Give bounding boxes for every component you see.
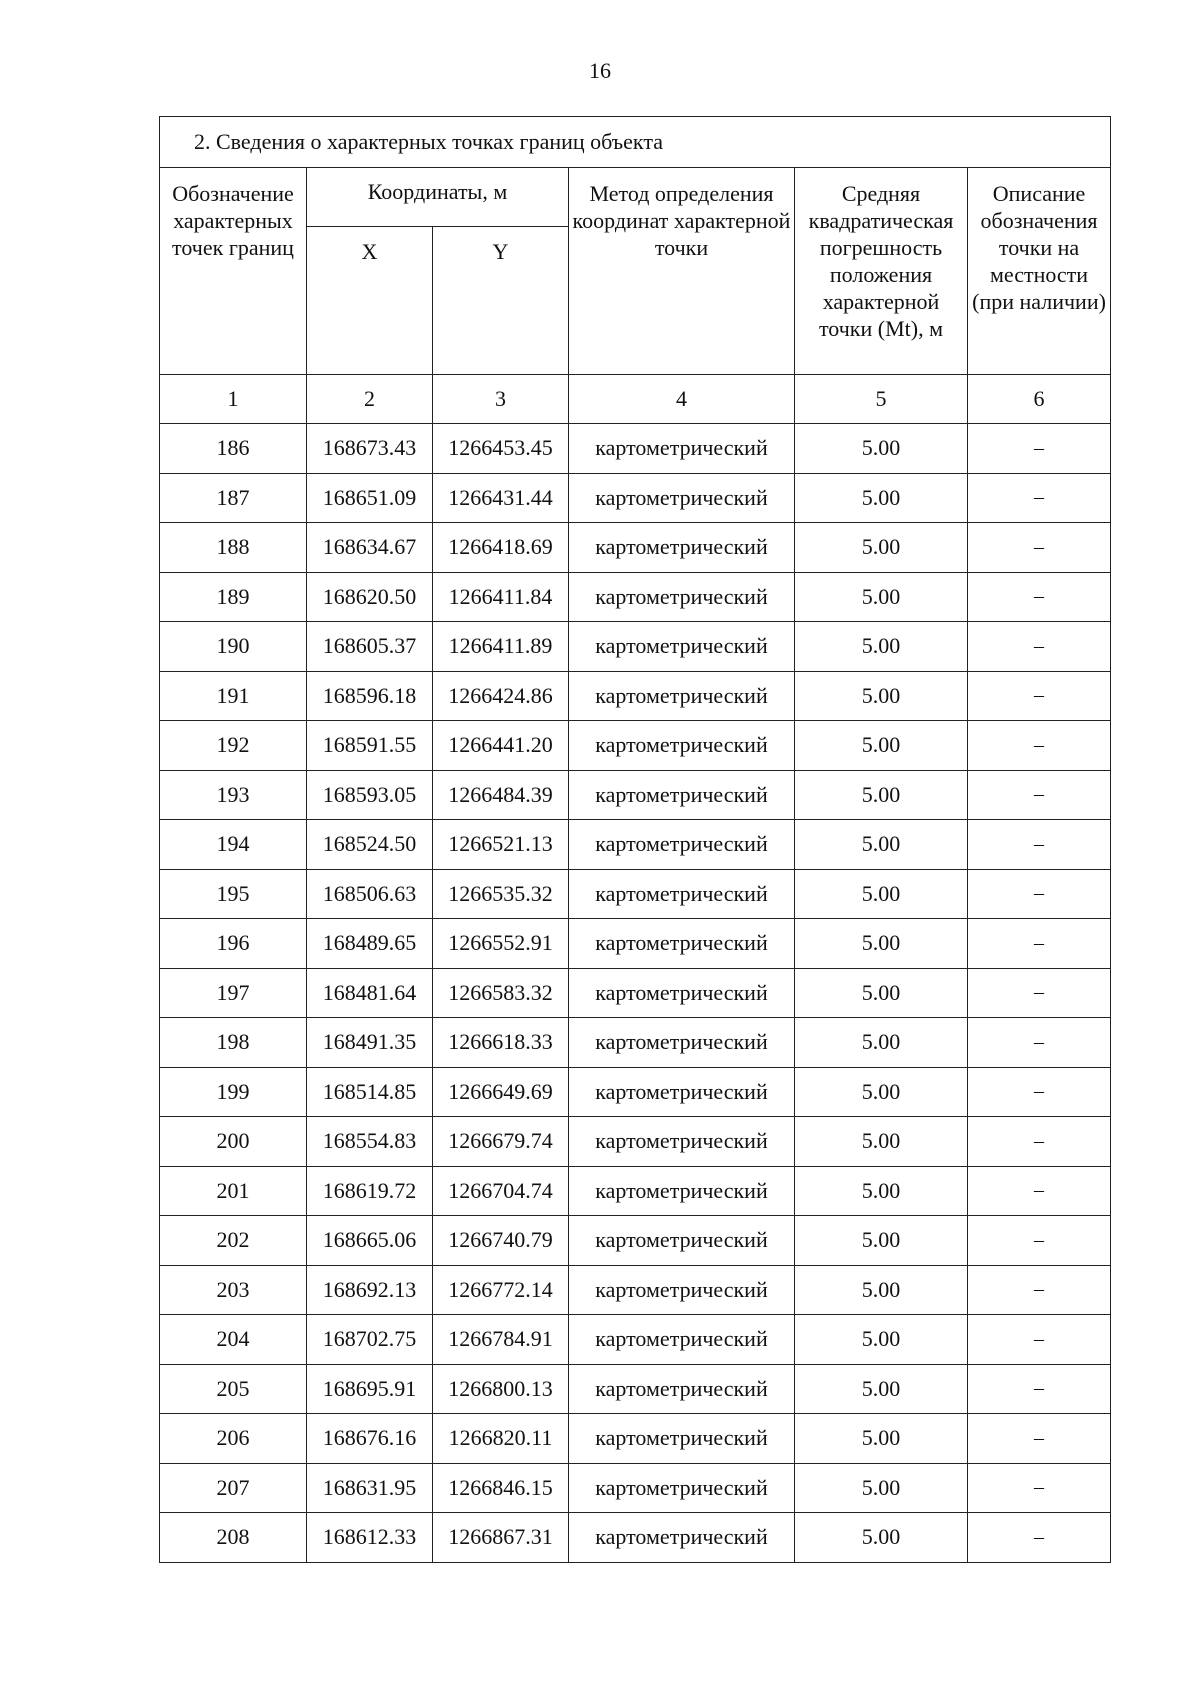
coord-y-cell: 1266867.31 — [433, 1513, 569, 1563]
description-cell: – — [968, 770, 1111, 820]
coord-y-cell: 1266424.86 — [433, 671, 569, 721]
point-id-cell: 201 — [160, 1166, 307, 1216]
point-id-cell: 188 — [160, 523, 307, 573]
table-row — [160, 770, 1111, 820]
method-cell: картометрический — [569, 1463, 795, 1513]
coord-x-cell: 168676.16 — [307, 1414, 433, 1464]
error-cell: 5.00 — [795, 1067, 968, 1117]
point-id-cell: 198 — [160, 1018, 307, 1068]
error-cell: 5.00 — [795, 1117, 968, 1167]
coord-x-cell: 168634.67 — [307, 523, 433, 573]
header-description: Описание обозначения точки на местности (при наличии) — [968, 168, 1111, 375]
coord-y-cell: 1266418.69 — [433, 523, 569, 573]
coord-y-cell: 1266441.20 — [433, 721, 569, 771]
coord-y-cell: 1266521.13 — [433, 820, 569, 870]
column-number: 6 — [968, 375, 1111, 424]
error-cell: 5.00 — [795, 968, 968, 1018]
coord-x-cell: 168591.55 — [307, 721, 433, 771]
coord-y-cell: 1266784.91 — [433, 1315, 569, 1365]
coord-y-cell: 1266679.74 — [433, 1117, 569, 1167]
coord-y-cell: 1266740.79 — [433, 1216, 569, 1266]
coord-y-cell: 1266583.32 — [433, 968, 569, 1018]
point-id-cell: 196 — [160, 919, 307, 969]
header-designation: Обозначение характерных точек границ — [160, 168, 307, 375]
error-cell: 5.00 — [795, 1018, 968, 1068]
method-cell: картометрический — [569, 1315, 795, 1365]
coord-y-cell: 1266431.44 — [433, 473, 569, 523]
coord-x-cell: 168491.35 — [307, 1018, 433, 1068]
coord-x-cell: 168619.72 — [307, 1166, 433, 1216]
method-cell: картометрический — [569, 919, 795, 969]
description-cell: – — [968, 1513, 1111, 1563]
table-row — [160, 1067, 1111, 1117]
coord-y-cell: 1266484.39 — [433, 770, 569, 820]
coord-x-cell: 168692.13 — [307, 1265, 433, 1315]
header-coordinates: Координаты, м — [307, 168, 569, 227]
error-cell: 5.00 — [795, 1513, 968, 1563]
method-cell: картометрический — [569, 572, 795, 622]
description-cell: – — [968, 572, 1111, 622]
method-cell: картометрический — [569, 770, 795, 820]
coord-x-cell: 168673.43 — [307, 424, 433, 474]
point-id-cell: 187 — [160, 473, 307, 523]
method-cell: картометрический — [569, 622, 795, 672]
table-row — [160, 572, 1111, 622]
method-cell: картометрический — [569, 869, 795, 919]
method-cell: картометрический — [569, 671, 795, 721]
coord-x-cell: 168651.09 — [307, 473, 433, 523]
coord-x-cell: 168506.63 — [307, 869, 433, 919]
point-id-cell: 199 — [160, 1067, 307, 1117]
coord-x-cell: 168524.50 — [307, 820, 433, 870]
coord-y-cell: 1266820.11 — [433, 1414, 569, 1464]
table-row — [160, 1216, 1111, 1266]
method-cell: картометрический — [569, 1067, 795, 1117]
error-cell: 5.00 — [795, 1463, 968, 1513]
point-id-cell: 194 — [160, 820, 307, 870]
description-cell: – — [968, 820, 1111, 870]
table-row — [160, 1364, 1111, 1414]
error-cell: 5.00 — [795, 1414, 968, 1464]
description-cell: – — [968, 1166, 1111, 1216]
coord-y-cell: 1266846.15 — [433, 1463, 569, 1513]
error-cell: 5.00 — [795, 1364, 968, 1414]
error-cell: 5.00 — [795, 523, 968, 573]
coord-x-cell: 168593.05 — [307, 770, 433, 820]
method-cell: картометрический — [569, 473, 795, 523]
coord-x-cell: 168514.85 — [307, 1067, 433, 1117]
table-row — [160, 1018, 1111, 1068]
table-row — [160, 1414, 1111, 1464]
table-row — [160, 473, 1111, 523]
method-cell: картометрический — [569, 1018, 795, 1068]
description-cell: – — [968, 523, 1111, 573]
coord-x-cell: 168695.91 — [307, 1364, 433, 1414]
point-id-cell: 207 — [160, 1463, 307, 1513]
description-cell: – — [968, 1216, 1111, 1266]
column-number: 1 — [160, 375, 307, 424]
error-cell: 5.00 — [795, 1216, 968, 1266]
point-id-cell: 195 — [160, 869, 307, 919]
point-id-cell: 192 — [160, 721, 307, 771]
error-cell: 5.00 — [795, 770, 968, 820]
point-id-cell: 202 — [160, 1216, 307, 1266]
method-cell: картометрический — [569, 1364, 795, 1414]
description-cell: – — [968, 1315, 1111, 1365]
description-cell: – — [968, 1018, 1111, 1068]
coord-y-cell: 1266535.32 — [433, 869, 569, 919]
method-cell: картометрический — [569, 523, 795, 573]
column-number-row — [160, 375, 1111, 424]
table-row — [160, 968, 1111, 1018]
table-row — [160, 523, 1111, 573]
error-cell: 5.00 — [795, 424, 968, 474]
section-title: 2. Сведения о характерных точках границ объекта — [160, 117, 1111, 168]
boundary-points-table — [159, 116, 1111, 1563]
coord-x-cell: 168665.06 — [307, 1216, 433, 1266]
description-cell: – — [968, 424, 1111, 474]
column-number: 3 — [433, 375, 569, 424]
table-row — [160, 820, 1111, 870]
description-cell: – — [968, 1117, 1111, 1167]
description-cell: – — [968, 721, 1111, 771]
table-row — [160, 671, 1111, 721]
table-row — [160, 721, 1111, 771]
description-cell: – — [968, 919, 1111, 969]
table-row — [160, 1265, 1111, 1315]
coord-y-cell: 1266453.45 — [433, 424, 569, 474]
coord-x-cell: 168620.50 — [307, 572, 433, 622]
error-cell: 5.00 — [795, 473, 968, 523]
method-cell: картометрический — [569, 1513, 795, 1563]
table-row — [160, 424, 1111, 474]
coord-x-cell: 168702.75 — [307, 1315, 433, 1365]
point-id-cell: 206 — [160, 1414, 307, 1464]
error-cell: 5.00 — [795, 919, 968, 969]
method-cell: картометрический — [569, 1265, 795, 1315]
coord-y-cell: 1266618.33 — [433, 1018, 569, 1068]
description-cell: – — [968, 1067, 1111, 1117]
error-cell: 5.00 — [795, 572, 968, 622]
description-cell: – — [968, 1364, 1111, 1414]
point-id-cell: 205 — [160, 1364, 307, 1414]
header-method: Метод определения координат характерной точки — [569, 168, 795, 375]
header-y: Y — [433, 227, 569, 375]
coord-y-cell: 1266552.91 — [433, 919, 569, 969]
method-cell: картометрический — [569, 820, 795, 870]
method-cell: картометрический — [569, 1414, 795, 1464]
header-x: X — [307, 227, 433, 375]
point-id-cell: 203 — [160, 1265, 307, 1315]
table-row — [160, 1315, 1111, 1365]
coord-x-cell: 168605.37 — [307, 622, 433, 672]
description-cell: – — [968, 1414, 1111, 1464]
description-cell: – — [968, 622, 1111, 672]
table-row — [160, 1117, 1111, 1167]
error-cell: 5.00 — [795, 622, 968, 672]
coord-y-cell: 1266800.13 — [433, 1364, 569, 1414]
header-error: Средняя квадратическая погрешность положения характерной точки (Mt), м — [795, 168, 968, 375]
coord-x-cell: 168554.83 — [307, 1117, 433, 1167]
coord-y-cell: 1266649.69 — [433, 1067, 569, 1117]
error-cell: 5.00 — [795, 820, 968, 870]
column-number: 4 — [569, 375, 795, 424]
column-number: 2 — [307, 375, 433, 424]
point-id-cell: 189 — [160, 572, 307, 622]
method-cell: картометрический — [569, 1117, 795, 1167]
page-number: 16 — [589, 58, 611, 83]
error-cell: 5.00 — [795, 671, 968, 721]
error-cell: 5.00 — [795, 869, 968, 919]
description-cell: – — [968, 1265, 1111, 1315]
point-id-cell: 204 — [160, 1315, 307, 1365]
column-number: 5 — [795, 375, 968, 424]
error-cell: 5.00 — [795, 1315, 968, 1365]
error-cell: 5.00 — [795, 1166, 968, 1216]
coord-x-cell: 168481.64 — [307, 968, 433, 1018]
point-id-cell: 191 — [160, 671, 307, 721]
point-id-cell: 200 — [160, 1117, 307, 1167]
description-cell: – — [968, 869, 1111, 919]
coord-x-cell: 168631.95 — [307, 1463, 433, 1513]
coord-x-cell: 168596.18 — [307, 671, 433, 721]
description-cell: – — [968, 1463, 1111, 1513]
point-id-cell: 190 — [160, 622, 307, 672]
method-cell: картометрический — [569, 1216, 795, 1266]
method-cell: картометрический — [569, 1166, 795, 1216]
table-row — [160, 919, 1111, 969]
method-cell: картометрический — [569, 721, 795, 771]
table-row — [160, 869, 1111, 919]
coord-y-cell: 1266411.84 — [433, 572, 569, 622]
description-cell: – — [968, 671, 1111, 721]
method-cell: картометрический — [569, 424, 795, 474]
error-cell: 5.00 — [795, 1265, 968, 1315]
description-cell: – — [968, 473, 1111, 523]
table-row — [160, 1513, 1111, 1563]
description-cell: – — [968, 968, 1111, 1018]
method-cell: картометрический — [569, 968, 795, 1018]
table-row — [160, 622, 1111, 672]
point-id-cell: 186 — [160, 424, 307, 474]
coord-y-cell: 1266411.89 — [433, 622, 569, 672]
coord-x-cell: 168612.33 — [307, 1513, 433, 1563]
coord-x-cell: 168489.65 — [307, 919, 433, 969]
point-id-cell: 193 — [160, 770, 307, 820]
table-row — [160, 1166, 1111, 1216]
coord-y-cell: 1266704.74 — [433, 1166, 569, 1216]
point-id-cell: 208 — [160, 1513, 307, 1563]
point-id-cell: 197 — [160, 968, 307, 1018]
coord-y-cell: 1266772.14 — [433, 1265, 569, 1315]
table-row — [160, 1463, 1111, 1513]
error-cell: 5.00 — [795, 721, 968, 771]
